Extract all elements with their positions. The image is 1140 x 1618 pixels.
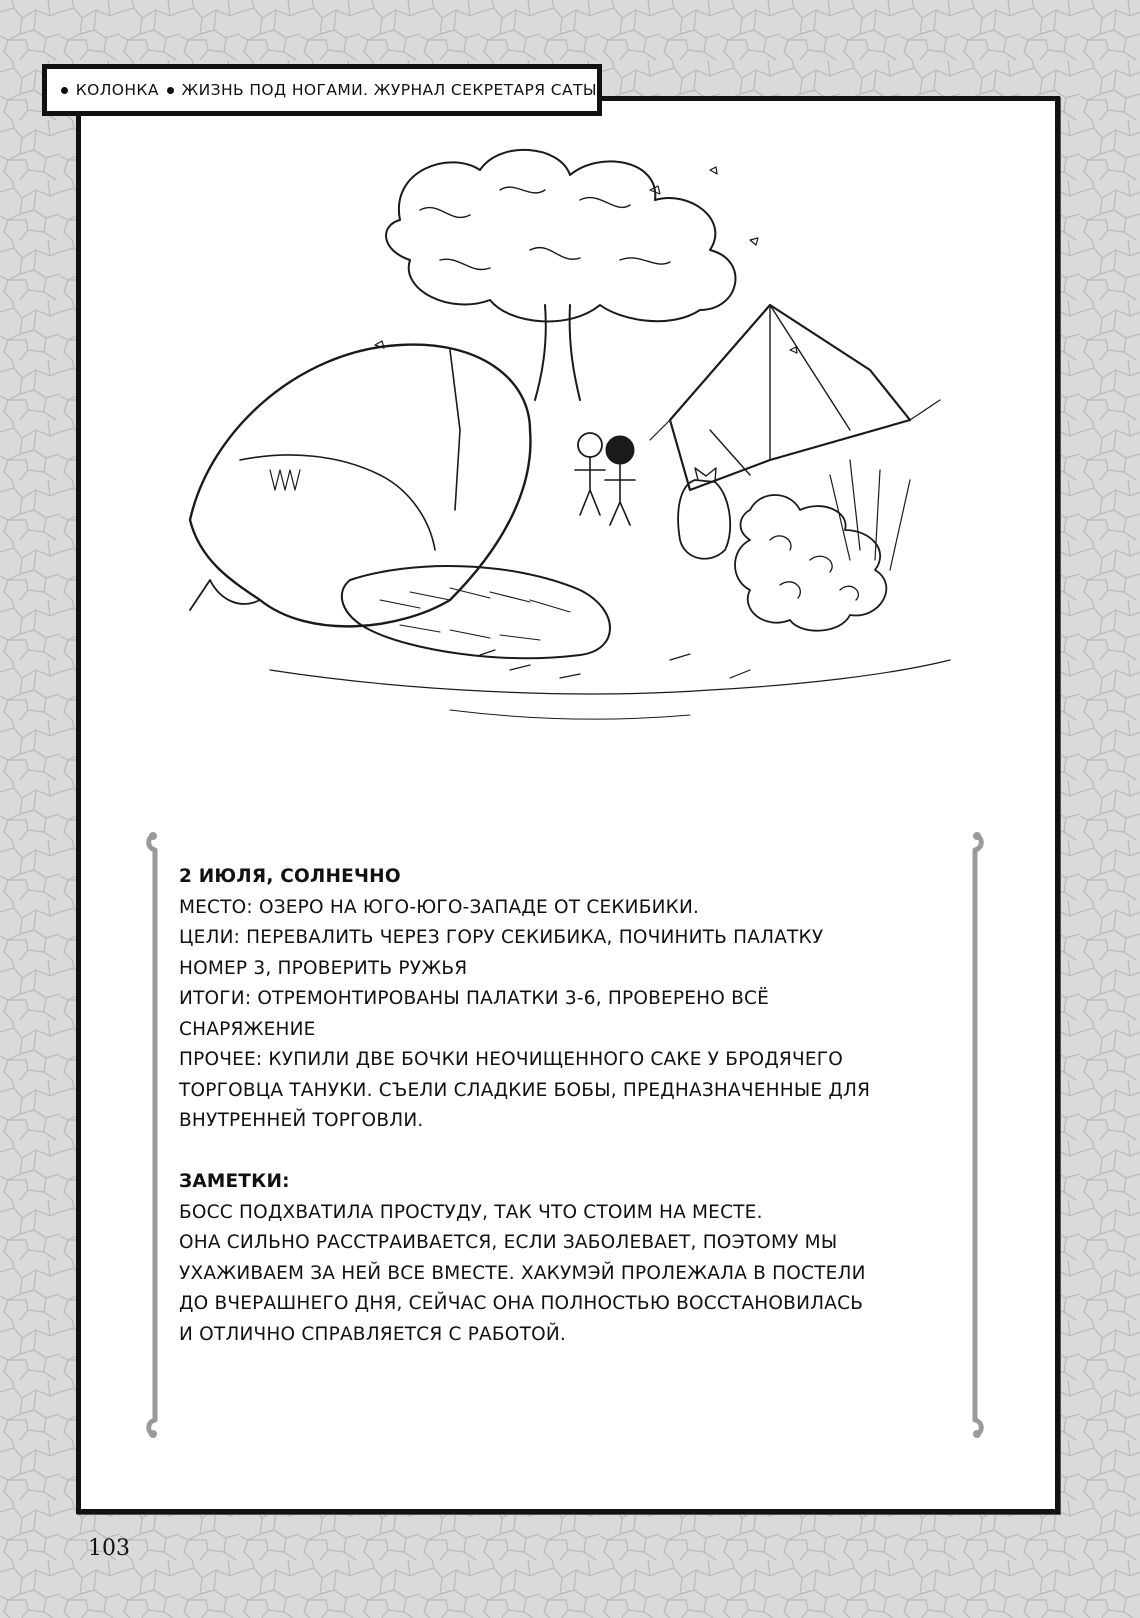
page-number: 103: [88, 1536, 130, 1561]
left-bracket-ornament: [145, 830, 169, 1440]
entry-results-line-1: ИТОГИ: ОТРЕМОНТИРОВАНЫ ПАЛАТКИ 3-6, ПРОВЕРЕНО ВСЁ: [179, 988, 769, 1009]
entry-date-weather: 2 ИЮЛЯ, СОЛНЕЧНО: [179, 866, 401, 887]
entry-goals-line-1: ЦЕЛИ: ПЕРЕВАЛИТЬ ЧЕРЕЗ ГОРУ СЕКИБИКА, ПОЧИНИТЬ ПАЛАТКУ: [179, 927, 824, 948]
column-section-label: КОЛОНКА: [75, 81, 159, 99]
notes-line-3: УХАЖИВАЕМ ЗА НЕЙ ВСЕ ВМЕСТЕ. ХАКУМЭЙ ПРОЛЕЖАЛА В ПОСТЕЛИ: [179, 1262, 866, 1284]
entry-other-line-3: ВНУТРЕННЕЙ ТОРГОВЛИ.: [179, 1110, 424, 1131]
column-header: [42, 64, 602, 116]
notes-heading: ЗАМЕТКИ:: [179, 1171, 290, 1192]
journal-notes-box: [145, 830, 985, 1440]
notes-line-2: ОНА СИЛЬНО РАССТРАИВАЕТСЯ, ЕСЛИ ЗАБОЛЕВАЕТ, ПОЭТОМУ МЫ: [179, 1232, 838, 1253]
entry-results-line-2: СНАРЯЖЕНИЕ: [179, 1018, 316, 1040]
notes-line-5: И ОТЛИЧНО СПРАВЛЯЕТСЯ С РАБОТОЙ.: [179, 1323, 566, 1345]
bullet-icon: [61, 87, 68, 94]
entry-other-line-1: ПРОЧЕЕ: КУПИЛИ ДВЕ БОЧКИ НЕОЧИЩЕННОГО САКЕ У БРОДЯЧЕГО: [179, 1049, 843, 1070]
entry-place: МЕСТО: ОЗЕРО НА ЮГО-ЮГО-ЗАПАДЕ ОТ СЕКИБИКИ.: [179, 896, 700, 918]
camp-scene-illustration: [150, 130, 1010, 760]
notes-line-1: БОСС ПОДХВАТИЛА ПРОСТУДУ, ТАК ЧТО СТОИМ НА МЕСТЕ.: [179, 1201, 763, 1223]
notes-line-4: ДО ВЧЕРАШНЕГО ДНЯ, СЕЙЧАС ОНА ПОЛНОСТЬЮ ВОССТАНОВИЛАСЬ: [179, 1293, 864, 1314]
column-title: ЖИЗНЬ ПОД НОГАМИ. ЖУРНАЛ СЕКРЕТАРЯ САТЫ: [181, 81, 597, 99]
entry-goals-line-2: НОМЕР 3, ПРОВЕРИТЬ РУЖЬЯ: [179, 957, 468, 979]
bullet-icon: [167, 87, 174, 94]
entry-other-line-2: ТОРГОВЦА ТАНУКИ. СЪЕЛИ СЛАДКИЕ БОБЫ, ПРЕДНАЗНАЧЕННЫЕ ДЛЯ: [179, 1079, 871, 1101]
journal-entry: [179, 862, 969, 1350]
